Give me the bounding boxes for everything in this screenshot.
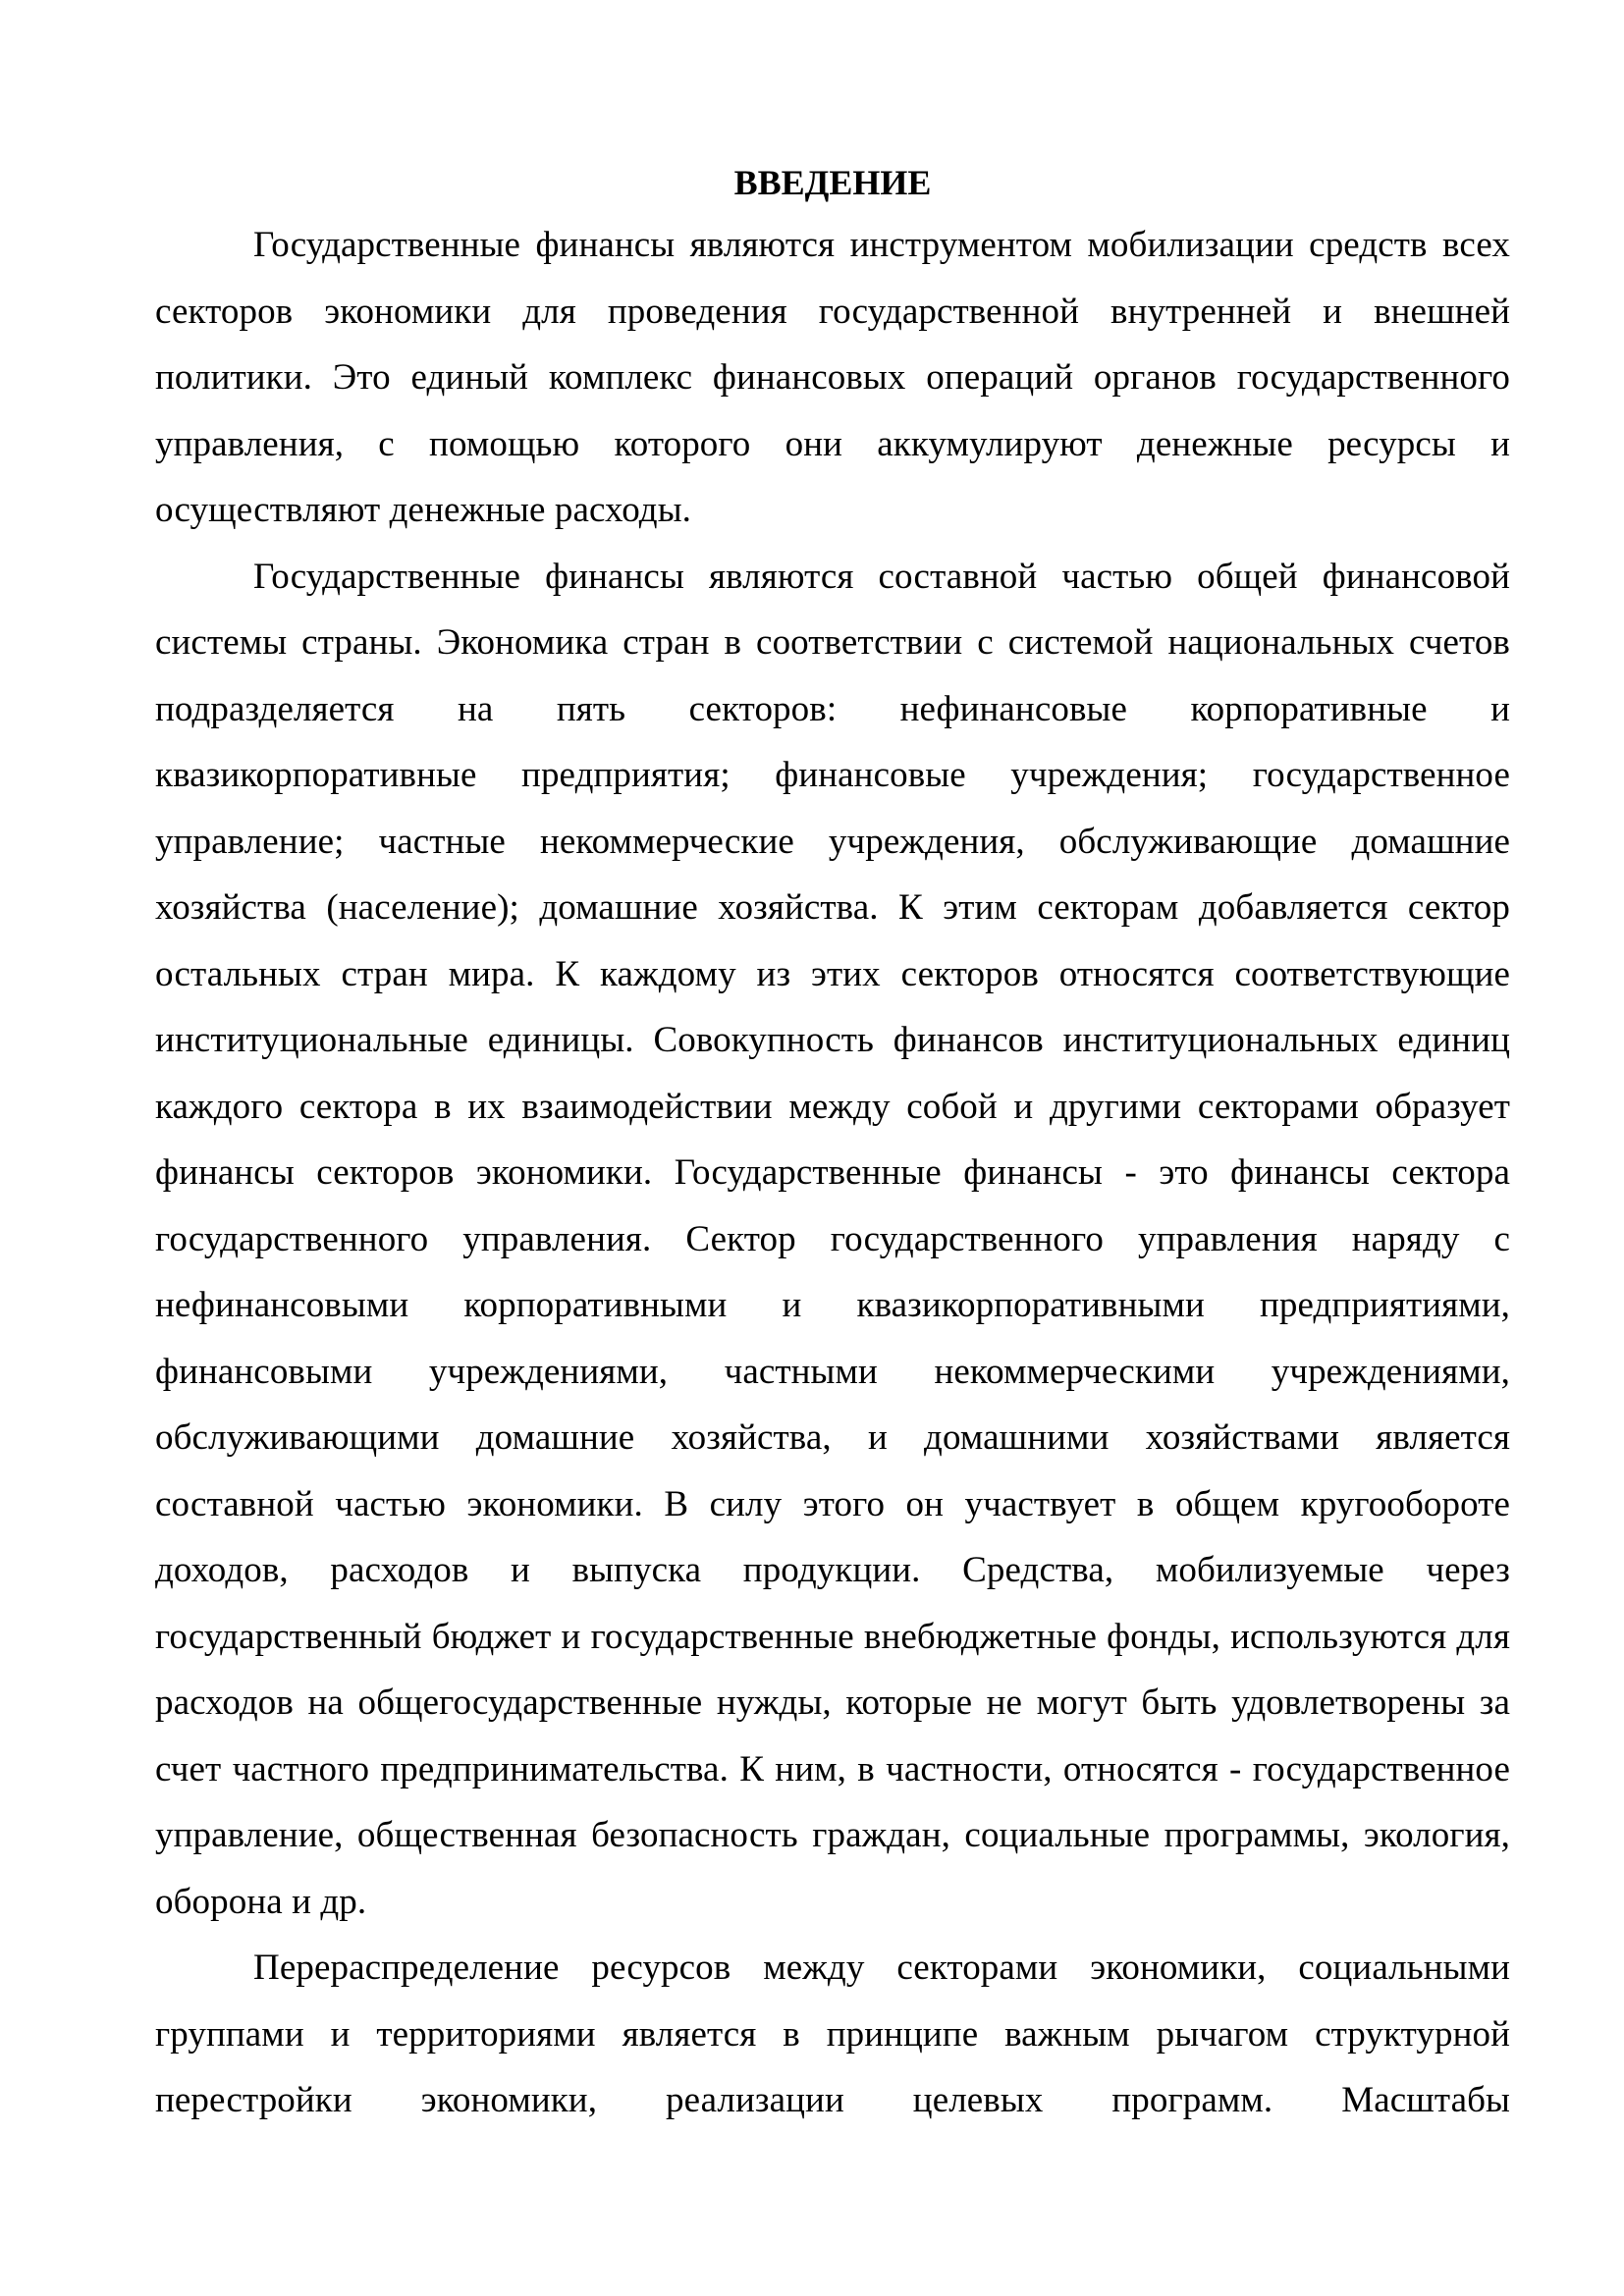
document-title: ВВЕДЕНИЕ	[733, 163, 932, 202]
paragraph-1: Государственные финансы являются инструментом мобилизации средств всех секторов экономики для проведения государственной внутренней и внешней политики. Это единый комплекс финансовых операций органов государственного управления, с помощью которого они аккумулируют денежные ресурсы и осуществляют денежные расходы.	[155, 225, 1510, 530]
paragraph-2: Государственные финансы являются составной частью общей финансовой системы страны. Экономика стран в соответствии с системой национальных счетов подразделяется на пять секторов: нефинансовые корпоративные и квазикорпоративные предприятия; финансовые учреждения; государственное управление; частные некоммерческие учреждения, обслуживающие домашние хозяйства (население); домашние хозяйства. К этим секторам добавляется сектор остальных стран мира. К каждому из этих секторов относятся соответствующие институциональные единицы. Совокупность финансов институциональных единиц каждого сектора в их взаимодействии между собой и другими секторами образует финансы секторов экономики. Государственные финансы - это финансы сектора государственного управления. Сектор государственного управления наряду с нефинансовыми корпоративными и квазикорпоративными предприятиями, финансовыми учреждениями, частными некоммерческими учреждениями, обслуживающими домашние хозяйства, и домашними хозяйствами является составной частью экономики. В силу этого он участвует в общем кругообороте доходов, расходов и выпуска продукции. Средства, мобилизуемые через государственный бюджет и государственные внебюджетные фонды, используются для расходов на общегосударственные нужды, которые не могут быть удовлетворены за счет частного предпринимательства. К ним, в частности, относятся - государственное управление, общественная безопасность граждан, социальные программы, экология, оборона и др.	[155, 556, 1510, 1922]
paragraph-3: Перераспределение ресурсов между секторами экономики, социальными группами и территориями является в принципе важным рычагом структурной перестройки экономики, реализации целевых программ. Масштабы	[155, 1948, 1510, 2120]
document-body	[155, 157, 1510, 2134]
